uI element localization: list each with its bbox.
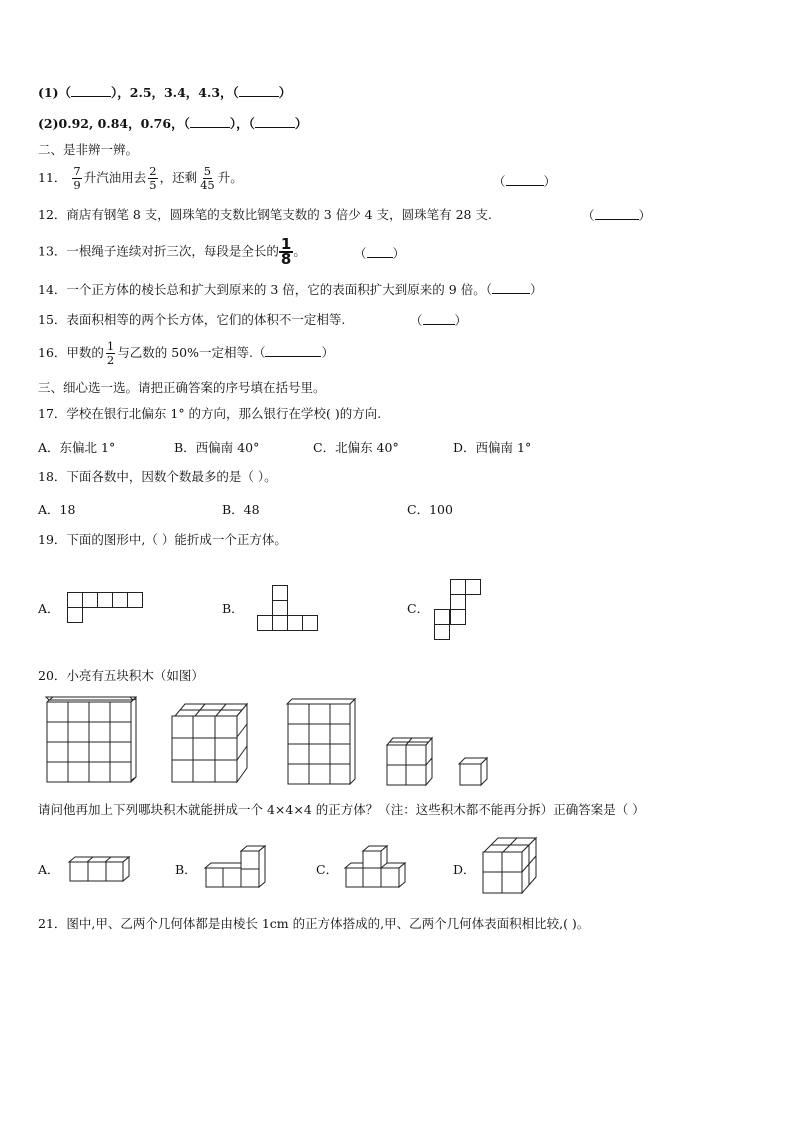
- option-18-b[interactable]: B．48: [222, 502, 260, 517]
- block-3x3x3-stepped: [171, 704, 253, 786]
- option-17-d[interactable]: D．西偏南 1°: [453, 440, 532, 455]
- block-option-b[interactable]: [205, 846, 267, 888]
- option-19-a[interactable]: A．: [38, 601, 60, 616]
- block-option-c[interactable]: [345, 846, 407, 888]
- question-12: 12．商店有钢笔 8 支，圆珠笔的支数比钢笔支数的 3 倍少 4 支，圆珠笔有 28 支.: [38, 207, 492, 222]
- answer-bracket-11[interactable]: （ ）: [493, 174, 557, 189]
- option-18-a[interactable]: A．18: [38, 502, 76, 517]
- sequence-item-1: (1)（ ），2.5，3.4，4.3，（ ）: [38, 85, 292, 100]
- cube-net-b[interactable]: [257, 585, 321, 633]
- answer-blank[interactable]: [492, 281, 530, 294]
- option-17-c[interactable]: C．北偏东 40°: [313, 440, 399, 455]
- option-19-c[interactable]: C．: [407, 601, 430, 616]
- option-20-a[interactable]: A．: [38, 862, 60, 877]
- option-17-a[interactable]: A．东偏北 1°: [38, 440, 116, 455]
- cube-net-a[interactable]: [67, 592, 145, 624]
- question-15: 15．表面积相等的两个长方体，它们的体积不一定相等.: [38, 312, 346, 327]
- answer-blank[interactable]: [255, 115, 295, 128]
- question-13: 13．一根绳子连续对折三次，每段是全长的 $\frac{1}{8}$ 。: [38, 235, 306, 268]
- block-3x4x1: [287, 699, 357, 785]
- answer-bracket-13[interactable]: （ ）: [354, 246, 406, 261]
- option-20-c[interactable]: C．: [316, 862, 339, 877]
- block-option-a[interactable]: [69, 857, 131, 883]
- fraction: $\frac{5}{45}$: [200, 164, 215, 192]
- question-18: 18．下面各数中，因数个数最多的是（ ）。: [38, 469, 277, 484]
- answer-blank[interactable]: [190, 115, 230, 128]
- block-2x2x2: [386, 738, 434, 786]
- fraction: $\frac{7}{9}$: [73, 164, 81, 192]
- answer-bracket-15[interactable]: （ ）: [410, 313, 468, 328]
- block-1x1x1: [459, 758, 489, 786]
- question-20: 20．小亮有五块积木（如图）: [38, 668, 204, 683]
- section-title-judge: 二、是非辨一辨。: [38, 142, 139, 157]
- option-18-c[interactable]: C．100: [407, 502, 453, 517]
- fraction: $\frac{2}{5}$: [149, 164, 157, 192]
- cube-net-c[interactable]: [434, 579, 484, 643]
- option-20-b[interactable]: B．: [175, 862, 197, 877]
- block-4x4x1: [46, 697, 140, 785]
- fraction: $\frac{1}{2}$: [106, 339, 115, 367]
- block-option-d[interactable]: [482, 838, 540, 896]
- fraction: $\frac{1}{8}$: [280, 235, 292, 268]
- option-19-b[interactable]: B．: [222, 601, 244, 616]
- sequence-item-2: (2)0.92, 0.84，0.76，（ ），（ ）: [38, 116, 308, 131]
- question-20-prompt: 请问他再加上下列哪块积木就能拼成一个 4×4×4 的正方体？（注：这些积木都不能再分拆）正确答案是（ ）: [38, 802, 645, 817]
- question-21: 21．图中,甲、乙两个几何体都是由棱长 1cm 的正方体搭成的,甲、乙两个几何体表面积相比较,( )。: [38, 916, 590, 931]
- section-title-choice: 三、细心选一选。请把正确答案的序号填在括号里。: [38, 380, 326, 395]
- question-16: 16．甲数的 $\frac{1}{2}$ 与乙数的 50%一定相等.（ ）: [38, 339, 334, 367]
- question-14: 14．一个正方体的棱长总和扩大到原来的 3 倍，它的表面积扩大到原来的 9 倍。（ ）: [38, 282, 543, 297]
- option-20-d[interactable]: D．: [453, 862, 476, 877]
- answer-blank[interactable]: [265, 344, 321, 357]
- question-11: 11． $\frac{7}{9}$ 升汽油用去 $\frac{2}{5}$ ，还剩 $\frac{5}{45}$ 升。: [38, 164, 243, 192]
- answer-blank[interactable]: [71, 84, 111, 97]
- answer-blank[interactable]: [239, 84, 279, 97]
- option-17-b[interactable]: B．西偏南 40°: [174, 440, 260, 455]
- question-19: 19．下面的图形中,（ ）能折成一个正方体。: [38, 532, 287, 547]
- answer-bracket-12[interactable]: （ ）: [582, 208, 652, 223]
- question-17: 17．学校在银行北偏东 1° 的方向，那么银行在学校( )的方向.: [38, 406, 382, 421]
